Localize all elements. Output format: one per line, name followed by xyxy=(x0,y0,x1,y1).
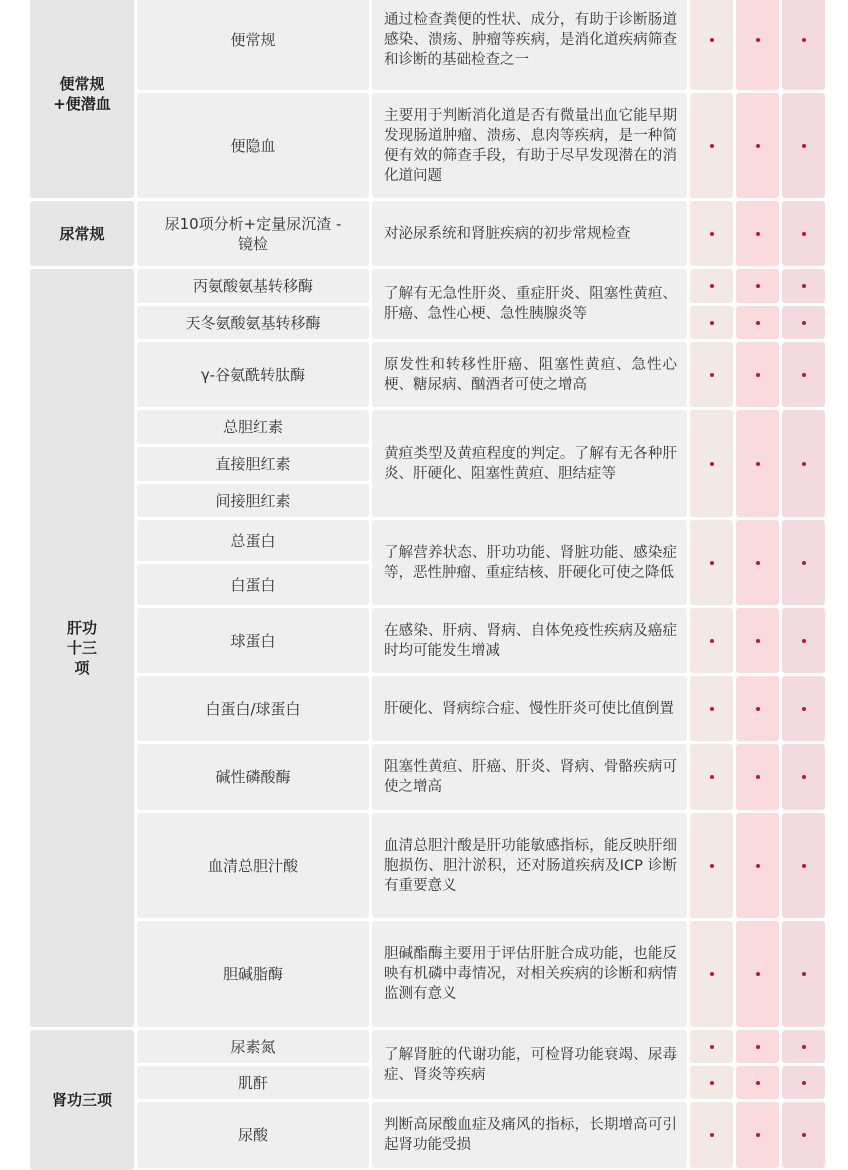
included-dot-icon xyxy=(710,373,714,377)
item-stool-routine xyxy=(137,0,369,90)
included-dot-icon xyxy=(756,1045,760,1049)
category-label: 便常规+便潜血 xyxy=(53,75,111,113)
mark-cell xyxy=(690,93,733,198)
mark-cell xyxy=(736,93,779,198)
included-dot-icon xyxy=(802,38,806,42)
mark-cell xyxy=(736,520,779,605)
included-dot-icon xyxy=(756,144,760,148)
category-label: 肝功十三项 xyxy=(66,619,97,677)
mark-cell xyxy=(690,342,733,407)
included-dot-icon xyxy=(802,707,806,711)
mark-cell xyxy=(782,520,825,605)
category-label: 肾功三项 xyxy=(51,1091,112,1109)
description: 判断高尿酸血症及痛风的指标，长期增高可引起肾功能受损 xyxy=(372,1102,687,1168)
item-ggt xyxy=(137,342,369,407)
item-total-bilirubin xyxy=(137,410,369,444)
mark-cell xyxy=(690,306,733,339)
item-label: 尿酸 xyxy=(237,1126,268,1144)
item-label: 便常规 xyxy=(230,31,276,49)
included-dot-icon xyxy=(710,462,714,466)
included-dot-icon xyxy=(710,561,714,565)
included-dot-icon xyxy=(710,1081,714,1085)
mark-cell xyxy=(782,1030,825,1063)
item-label: 球蛋白 xyxy=(230,631,276,650)
description: 主要用于判断消化道是否有微量出血它能早期发现肠道肿瘤、溃疡、息肉等疾病，是一种简便有效的筛查手段，有助于尽早发现潜在的消化道问题 xyxy=(372,93,687,198)
included-dot-icon xyxy=(802,639,806,643)
mark-cell xyxy=(736,342,779,407)
included-dot-icon xyxy=(802,775,806,779)
included-dot-icon xyxy=(756,775,760,779)
category-label: 尿常规 xyxy=(59,224,105,243)
included-dot-icon xyxy=(802,232,806,236)
included-dot-icon xyxy=(802,1045,806,1049)
description: 血清总胆汁酸是肝功能敏感指标，能反映肝细胞损伤、胆汁淤积，还对肠道疾病及ICP 诊断有重要意义 xyxy=(372,813,687,918)
item-label: 尿10项分析+定量尿沉渣 - 镜检 xyxy=(164,214,342,253)
item-indirect-bilirubin xyxy=(137,484,369,517)
included-dot-icon xyxy=(802,321,806,325)
included-dot-icon xyxy=(756,707,760,711)
item-alp xyxy=(137,744,369,810)
category-kidney xyxy=(30,1030,134,1170)
included-dot-icon xyxy=(710,775,714,779)
included-dot-icon xyxy=(710,1133,714,1137)
category-stool xyxy=(30,0,134,198)
included-dot-icon xyxy=(756,864,760,868)
included-dot-icon xyxy=(802,144,806,148)
included-dot-icon xyxy=(710,38,714,42)
mark-cell xyxy=(690,269,733,303)
item-label: 白蛋白/球蛋白 xyxy=(205,699,301,718)
mark-cell xyxy=(782,201,825,266)
item-ag-ratio xyxy=(137,676,369,741)
mark-cell xyxy=(736,676,779,741)
item-label: 肌酐 xyxy=(237,1073,268,1092)
item-label: 尿素氮 xyxy=(230,1037,276,1056)
mark-cell xyxy=(736,306,779,339)
included-dot-icon xyxy=(710,321,714,325)
included-dot-icon xyxy=(756,321,760,325)
included-dot-icon xyxy=(710,639,714,643)
item-label: 便隐血 xyxy=(230,136,276,155)
mark-cell xyxy=(690,1030,733,1063)
mark-cell xyxy=(736,201,779,266)
item-cholinesterase xyxy=(137,921,369,1027)
category-urine xyxy=(30,201,134,266)
item-label: 天冬氨酸氨基转移酶 xyxy=(185,313,321,332)
mark-cell xyxy=(782,813,825,918)
item-label: 血清总胆汁酸 xyxy=(207,856,298,875)
included-dot-icon xyxy=(756,284,760,288)
mark-cell xyxy=(690,410,733,517)
item-creatinine xyxy=(137,1066,369,1099)
mark-cell xyxy=(782,608,825,673)
included-dot-icon xyxy=(756,373,760,377)
description: 胆碱酯酶主要用于评估肝脏合成功能，也能反映有机磷中毒情况，对相关疾病的诊断和病情监测有意义 xyxy=(372,921,687,1027)
mark-cell xyxy=(736,269,779,303)
item-label: 直接胆红素 xyxy=(215,455,291,473)
item-label: 胆碱脂酶 xyxy=(222,965,283,983)
item-occult-blood xyxy=(137,93,369,198)
mark-cell xyxy=(690,676,733,741)
mark-cell xyxy=(782,1066,825,1099)
mark-cell xyxy=(690,744,733,810)
mark-cell xyxy=(690,813,733,918)
description: 了解肾脏的代谢功能，可检肾功能衰竭、尿毒症、肾炎等疾病 xyxy=(372,1030,687,1099)
included-dot-icon xyxy=(756,38,760,42)
category-liver xyxy=(30,269,134,1027)
included-dot-icon xyxy=(756,639,760,643)
mark-cell xyxy=(782,921,825,1027)
included-dot-icon xyxy=(756,561,760,565)
included-dot-icon xyxy=(710,972,714,976)
included-dot-icon xyxy=(802,284,806,288)
item-urine-analysis xyxy=(137,201,369,266)
included-dot-icon xyxy=(802,864,806,868)
included-dot-icon xyxy=(710,864,714,868)
included-dot-icon xyxy=(756,972,760,976)
item-label: 白蛋白 xyxy=(230,575,276,594)
mark-cell xyxy=(736,744,779,810)
item-albumin xyxy=(137,564,369,605)
mark-cell xyxy=(782,0,825,90)
mark-cell xyxy=(782,676,825,741)
mark-cell xyxy=(736,410,779,517)
mark-cell xyxy=(690,1102,733,1168)
included-dot-icon xyxy=(756,1081,760,1085)
item-total-bile-acid xyxy=(137,813,369,918)
included-dot-icon xyxy=(710,284,714,288)
included-dot-icon xyxy=(802,1133,806,1137)
description: 阻塞性黄疸、肝癌、肝炎、肾病、骨骼疾病可使之增高 xyxy=(372,744,687,810)
included-dot-icon xyxy=(802,462,806,466)
included-dot-icon xyxy=(710,707,714,711)
item-total-protein xyxy=(137,520,369,561)
mark-cell xyxy=(782,1102,825,1168)
mark-cell xyxy=(782,93,825,198)
included-dot-icon xyxy=(802,561,806,565)
mark-cell xyxy=(690,201,733,266)
item-label: 总蛋白 xyxy=(230,531,276,550)
included-dot-icon xyxy=(802,373,806,377)
included-dot-icon xyxy=(710,144,714,148)
item-globulin xyxy=(137,608,369,673)
description: 肝硬化、肾病综合症、慢性肝炎可使比值倒置 xyxy=(372,676,687,741)
mark-cell xyxy=(782,744,825,810)
item-label: 间接胆红素 xyxy=(215,491,291,510)
mark-cell xyxy=(690,608,733,673)
description: 了解营养状态、肝功功能、肾脏功能、感染症等，恶性肿瘤、重症结核、肝硬化可使之降低 xyxy=(372,520,687,605)
mark-cell xyxy=(736,0,779,90)
mark-cell xyxy=(782,269,825,303)
description: 通过检查粪便的性状、成分，有助于诊断肠道感染、溃疡、肿瘤等疾病，是消化道疾病筛查和诊断的基础检查之一 xyxy=(372,0,687,90)
included-dot-icon xyxy=(756,462,760,466)
included-dot-icon xyxy=(802,1081,806,1085)
item-urea-nitrogen xyxy=(137,1030,369,1063)
included-dot-icon xyxy=(756,232,760,236)
item-label: 碱性磷酸酶 xyxy=(215,768,291,786)
item-ast xyxy=(137,306,369,339)
item-label: γ-谷氨酰转肽酶 xyxy=(200,365,306,384)
mark-cell xyxy=(782,410,825,517)
item-label: 总胆红素 xyxy=(222,418,283,436)
mark-cell xyxy=(782,342,825,407)
mark-cell xyxy=(736,608,779,673)
item-direct-bilirubin xyxy=(137,447,369,481)
mark-cell xyxy=(736,1066,779,1099)
mark-cell xyxy=(690,520,733,605)
mark-cell xyxy=(736,813,779,918)
description: 在感染、肝病、肾病、自体免疫性疾病及癌症时均可能发生增减 xyxy=(372,608,687,673)
mark-cell xyxy=(690,0,733,90)
description: 对泌尿系统和肾脏疾病的初步常规检查 xyxy=(372,201,687,266)
description: 黄疸类型及黄疸程度的判定。了解有无各种肝炎、肝硬化、阻塞性黄疸、胆结症等 xyxy=(372,410,687,517)
description: 原发性和转移性肝癌、阻塞性黄疸、急性心梗、糖尿病、酗酒者可使之增高 xyxy=(372,342,687,407)
mark-cell xyxy=(736,1030,779,1063)
mark-cell xyxy=(736,921,779,1027)
mark-cell xyxy=(690,1066,733,1099)
included-dot-icon xyxy=(710,232,714,236)
description: 了解有无急性肝炎、重症肝炎、阻塞性黄疸、肝癌、急性心梗、急性胰腺炎等 xyxy=(372,269,687,339)
item-alt xyxy=(137,269,369,303)
included-dot-icon xyxy=(756,1133,760,1137)
included-dot-icon xyxy=(710,1045,714,1049)
mark-cell xyxy=(736,1102,779,1168)
item-label: 丙氨酸氨基转移酶 xyxy=(192,277,313,295)
item-uric-acid xyxy=(137,1102,369,1168)
mark-cell xyxy=(782,306,825,339)
included-dot-icon xyxy=(802,972,806,976)
mark-cell xyxy=(690,921,733,1027)
